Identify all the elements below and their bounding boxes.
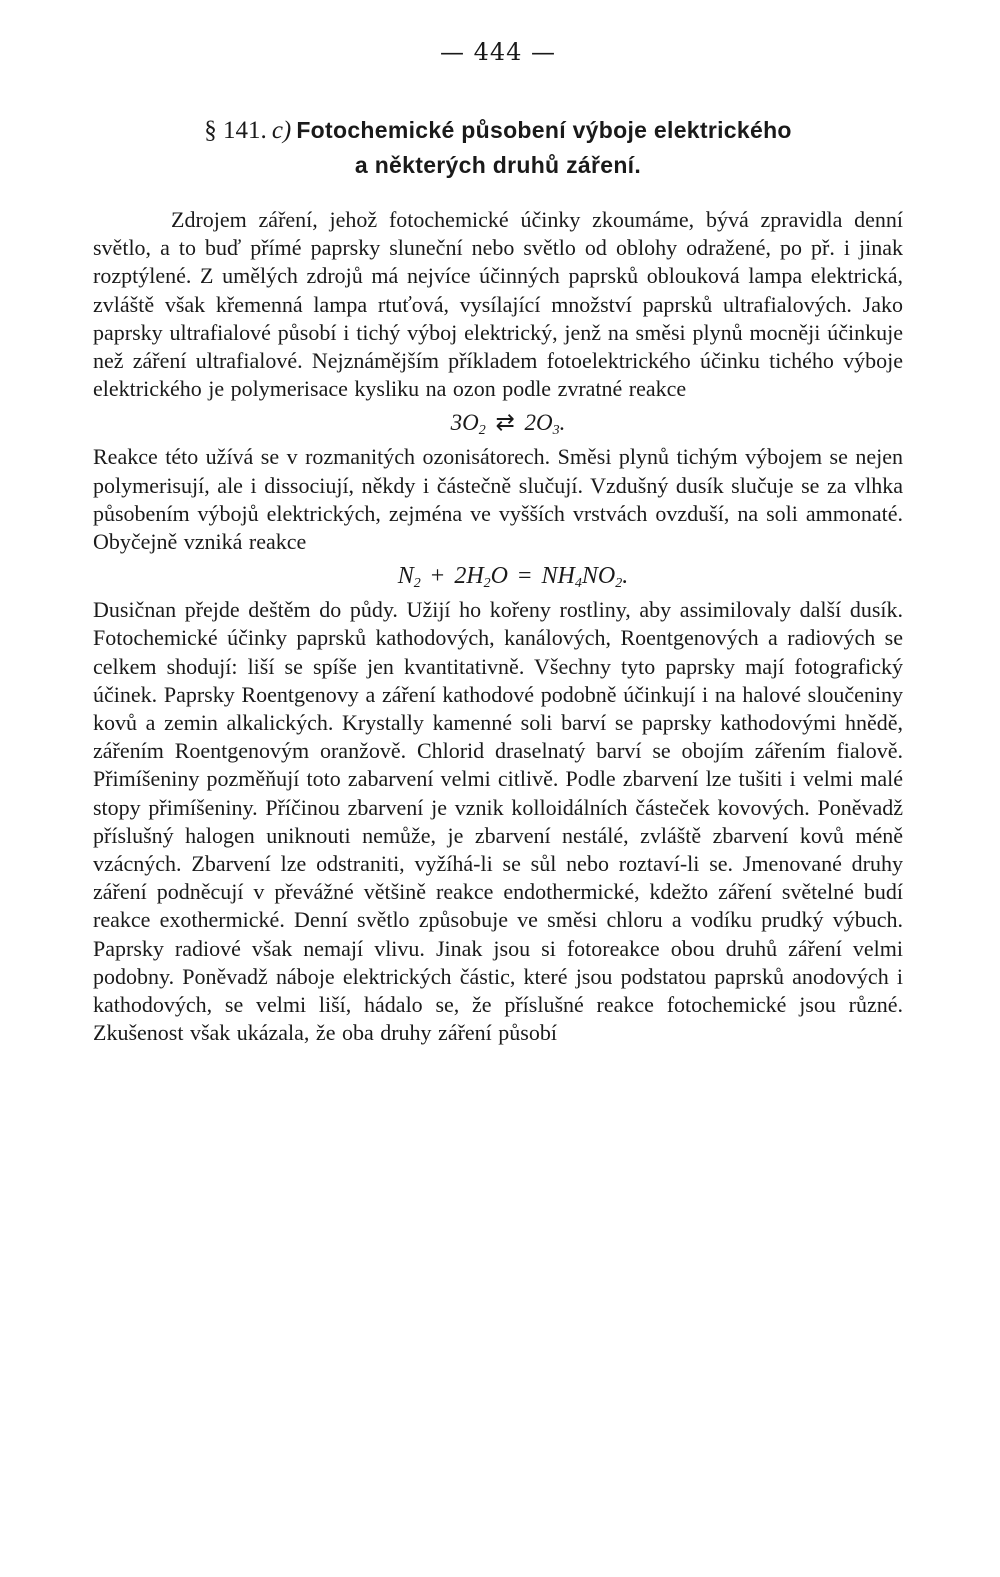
eq2-hydrogen: H [466, 563, 484, 590]
eq1-left-subscript: 2 [478, 423, 486, 439]
heading-line-1 [93, 114, 903, 149]
eq2-nitrite: NO [581, 563, 616, 590]
eq1-left-coefficient: 3 [450, 410, 463, 436]
paragraph-1: Zdrojem záření, jehož fotochemické účinky zkoumáme, bývá zpravidla denní světlo, a to buď přímé paprsky sluneční nebo světlo od oblohy odražené, po př. i jinak rozptýlené. Z umělých zdrojů má nejvíce účinných paprsků oblouková lampa elektrická, zvláště však křemenná lampa rtuťová, vysílající množství paprsků ultrafialových. Jako paprsky ultrafialové působí i tichý výboj elektrický, jenž na směsi plynů mocněji účinkuje než záření ultrafialové. Nejznámějším příkladem fotoelektrického účinku tichého výboje elektrického je polymerisace kysliku na ozon podle zvratné reakce [93, 207, 903, 402]
equation-nitrite [93, 558, 903, 594]
section-heading [93, 114, 903, 184]
eq2-nitrogen-subscript: 2 [413, 576, 421, 592]
eq2-ammonium-subscript: 4 [574, 576, 582, 592]
eq1-right-subscript: 3 [552, 423, 560, 439]
eq2-water-coefficient: 2 [454, 563, 467, 590]
equation-ozone [93, 405, 903, 441]
book-page [93, 30, 903, 1047]
section-number: § 141. [204, 117, 267, 144]
eq2-ammonium: NH [541, 563, 575, 590]
eq1-right-coefficient: 2 [524, 410, 537, 436]
paragraph-2: Reakce této užívá se v rozmanitých ozonisátorech. Směsi plynů tichým výbojem se nejen polymerisují, ale i dissociují, někdy i částečně slučují. Vzdušný dusík slučuje se za vlhka působením výbojů elektrických, zejména ve vyšších vrstvách ovzduší, na soli ammonaté. Obyčejně vzniká reakce [93, 444, 903, 555]
eq1-left-symbol: O [462, 410, 479, 436]
eq1-right-symbol: O [536, 410, 553, 436]
eq2-oxygen: O [490, 563, 508, 590]
heading-line-2 [93, 149, 903, 184]
heading-title-line-1: Fotochemické působení výboje elektrického [296, 117, 792, 143]
eq2-period: . [622, 563, 629, 590]
reversible-arrows-icon: ⇄ [495, 410, 515, 436]
page-number: — 444 — [439, 38, 557, 66]
eq2-nitrite-subscript: 2 [615, 576, 623, 592]
paragraph-3: Dusičnan přejde deštěm do půdy. Užijí ho kořeny rostliny, aby assimilovaly další dusík. Fotochemické účinky paprsků kathodových, kanálových, Roentgenových a radiových se celkem shodují: liší se spíše jen kvantitativně. Všechny tyto paprsky mají fotografický účinek. Paprsky Roentgenovy a záření kathodové podobně účinkují i na halové sloučeniny kovů a zemin alkalických. Krystally kamenné soli barví se paprsky kathodovými hnědě, zářením Roentgenovým oranžově. Chlorid draselnatý barví se obojím zářením fialově. Přimíšeniny pozměňují toto zabarvení velmi citlivě. Podle zbarvení lze tušiti i velmi malé stopy přimíšeniny. Příčinou zbarvení je vznik kolloidálních částeček kovových. Poněvadž příslušný halogen uniknouti nemůže, je zbarvení nestálé, zvláště zbarvení kovů méně vzácných. Zbarvení lze odstraniti, vyžíhá-li se sůl nebo roztaví-li se. Jmenované druhy záření podněcují v převážné většině reakce endothermické, kdežto záření světelné budí reakce exothermické. Denní světlo způsobuje ve směsi chloru a vodíku prudký výbuch. Paprsky radiové však nemají vlivu. Jinak jsou si fotoreakce obou druhů záření velmi podobny. Poněvadž náboje elektrických částic, které jsou podstatou paprsků anodových i kathodových, se velmi liší, hádalo se, že příslušné reakce fotochemické jsou různé. Zkušenost však ukázala, že oba druhy záření působí [93, 597, 903, 1046]
heading-title-line-2: a některých druhů záření. [354, 152, 642, 178]
eq2-hydrogen-subscript: 2 [483, 576, 491, 592]
section-letter: c) [271, 117, 292, 144]
eq2-equals: = [518, 563, 532, 590]
eq2-nitrogen: N [397, 563, 414, 590]
eq2-plus: + [430, 563, 445, 590]
eq1-period: . [559, 410, 566, 436]
